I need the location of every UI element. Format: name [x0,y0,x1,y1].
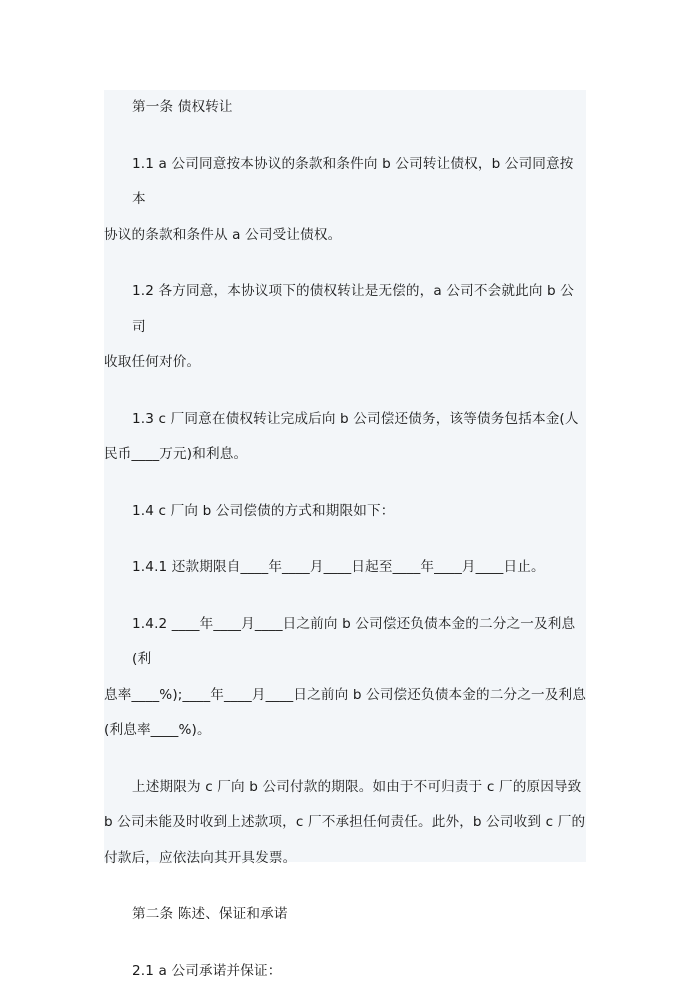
text-line: 上述期限为 c 厂向 b 公司付款的期限。如由于不可归责于 c 厂的原因导致 [104,770,586,806]
text-line: 1.3 c 厂同意在债权转让完成后向 b 公司偿还债务，该等债务包括本金(人 [104,402,586,438]
text-line: 收取任何对价。 [104,345,586,381]
clause-1-4 [104,494,586,530]
clause-2-1 [104,954,586,989]
text-line: 第二条 陈述、保证和承诺 [132,906,288,922]
text-line: (利息率____%)。 [104,713,586,749]
text-line: 1.4 c 厂向 b 公司偿债的方式和期限如下： [132,503,395,519]
clause-1-1 [104,147,586,254]
clause-1-4-1 [104,550,586,586]
text-line: 民币____万元)和利息。 [104,437,586,473]
article-2-title [104,897,586,933]
text-line: 息率____%);____年____月____日之前向 b 公司偿还负债本金的二分之一及利息 [104,678,586,714]
text-line: 2.1 a 公司承诺并保证： [132,963,281,979]
text-line: 1.1 a 公司同意按本协议的条款和条件向 b 公司转让债权，b 公司同意按本 [104,147,586,218]
text-line: 付款后，应依法向其开具发票。 [104,841,586,877]
text-line: 第一条 债权转让 [132,99,233,115]
article-1-title [104,90,586,126]
term-note [104,770,586,877]
text-line: 1.4.1 还款期限自____年____月____日起至____年____月____日止。 [132,559,545,575]
text-line: b 公司未能及时收到上述款项，c 厂不承担任何责任。此外，b 公司收到 c 厂的 [104,805,586,841]
text-line: 1.2 各方同意，本协议项下的债权转让是无偿的，a 公司不会就此向 b 公司 [104,274,586,345]
clause-1-3 [104,402,586,473]
text-line: 协议的条款和条件从 a 公司受让债权。 [104,218,586,254]
document-body [104,90,586,989]
clause-1-4-2 [104,607,586,749]
text-line: 1.4.2 ____年____月____日之前向 b 公司偿还负债本金的二分之一及利息(利 [104,607,586,678]
clause-1-2 [104,274,586,381]
